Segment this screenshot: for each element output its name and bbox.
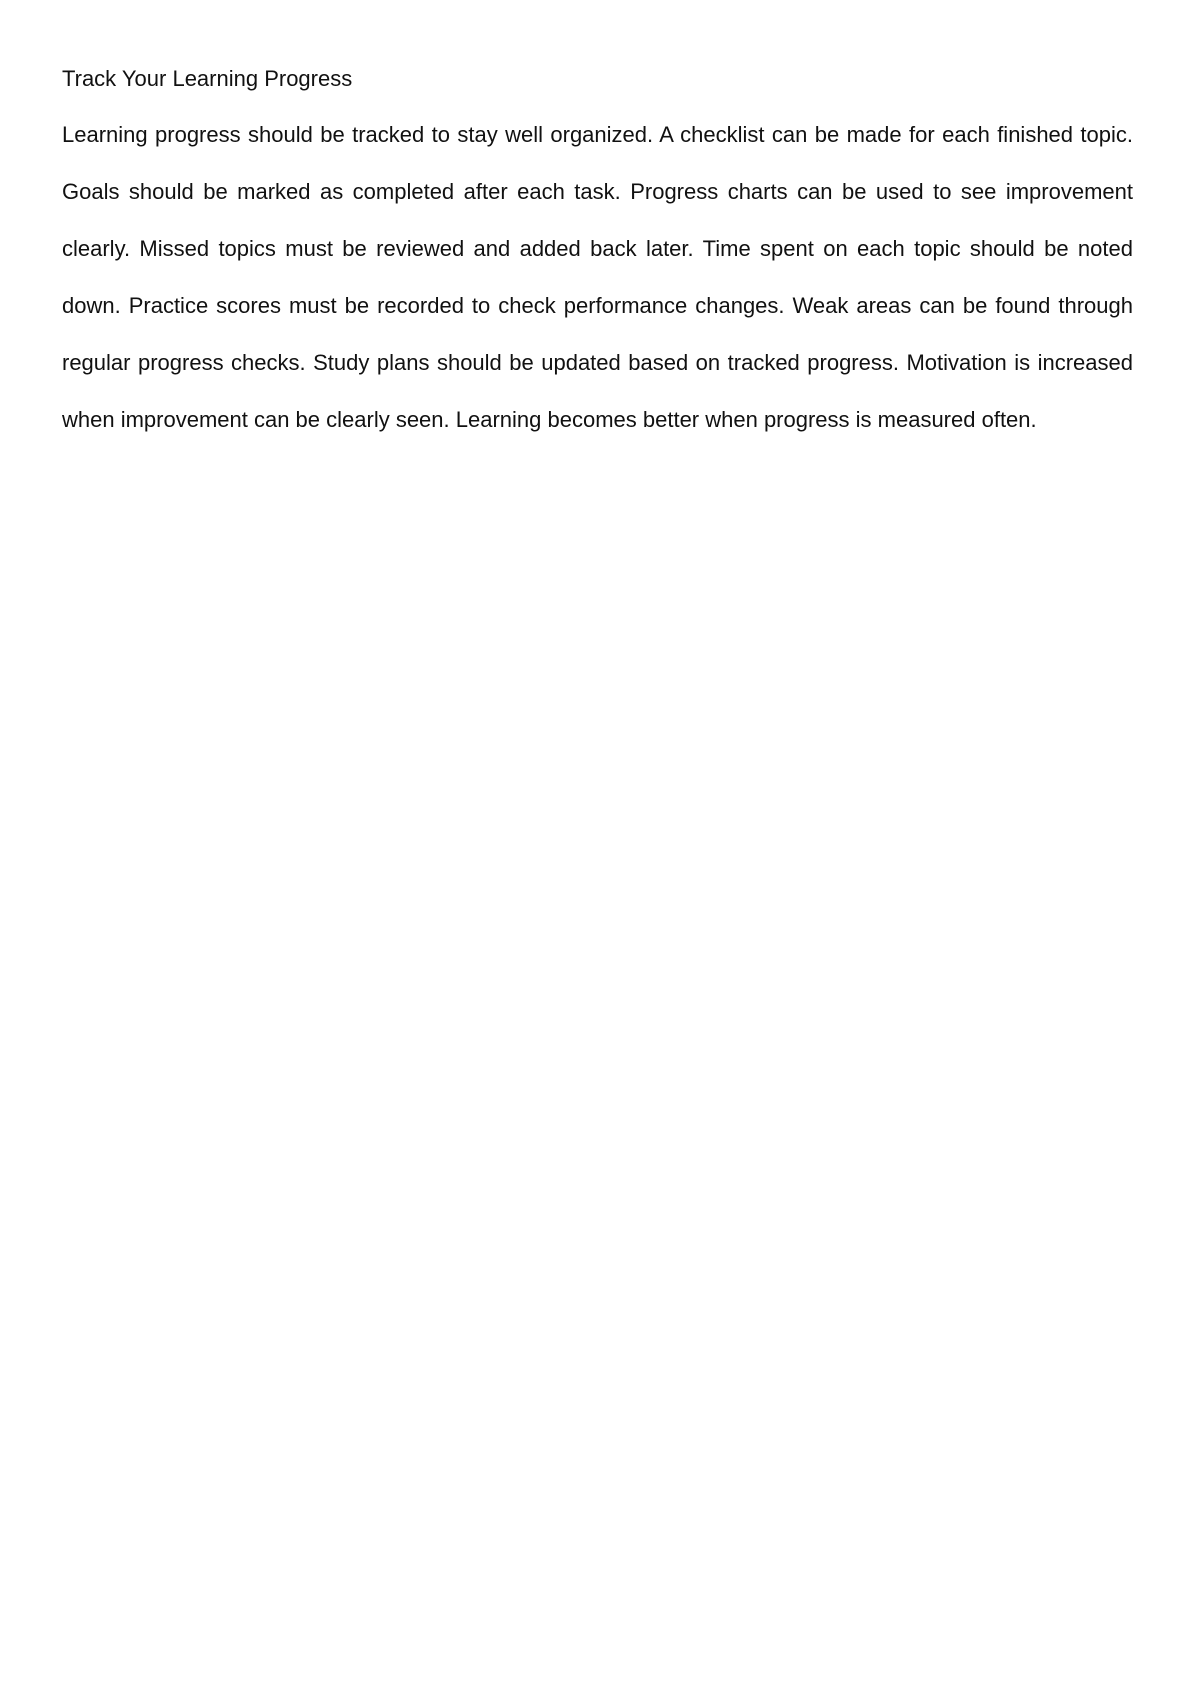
document-title: Track Your Learning Progress [62, 66, 353, 91]
document-content [62, 64, 1133, 448]
body-paragraph: Learning progress should be tracked to stay well organized. A checklist can be made for each finished topic. Goals should be marked as completed after each task. Progress charts can be used to see improvement clearly. Missed topics must be reviewed and added back later. Time spent on each topic should be noted down. Practice scores must be recorded to check performance changes. Weak areas can be found through regular progress checks. Study plans should be updated based on tracked progress. Motivation is increased when improvement can be clearly seen. Learning becomes better when progress is measured often. [62, 122, 1133, 432]
